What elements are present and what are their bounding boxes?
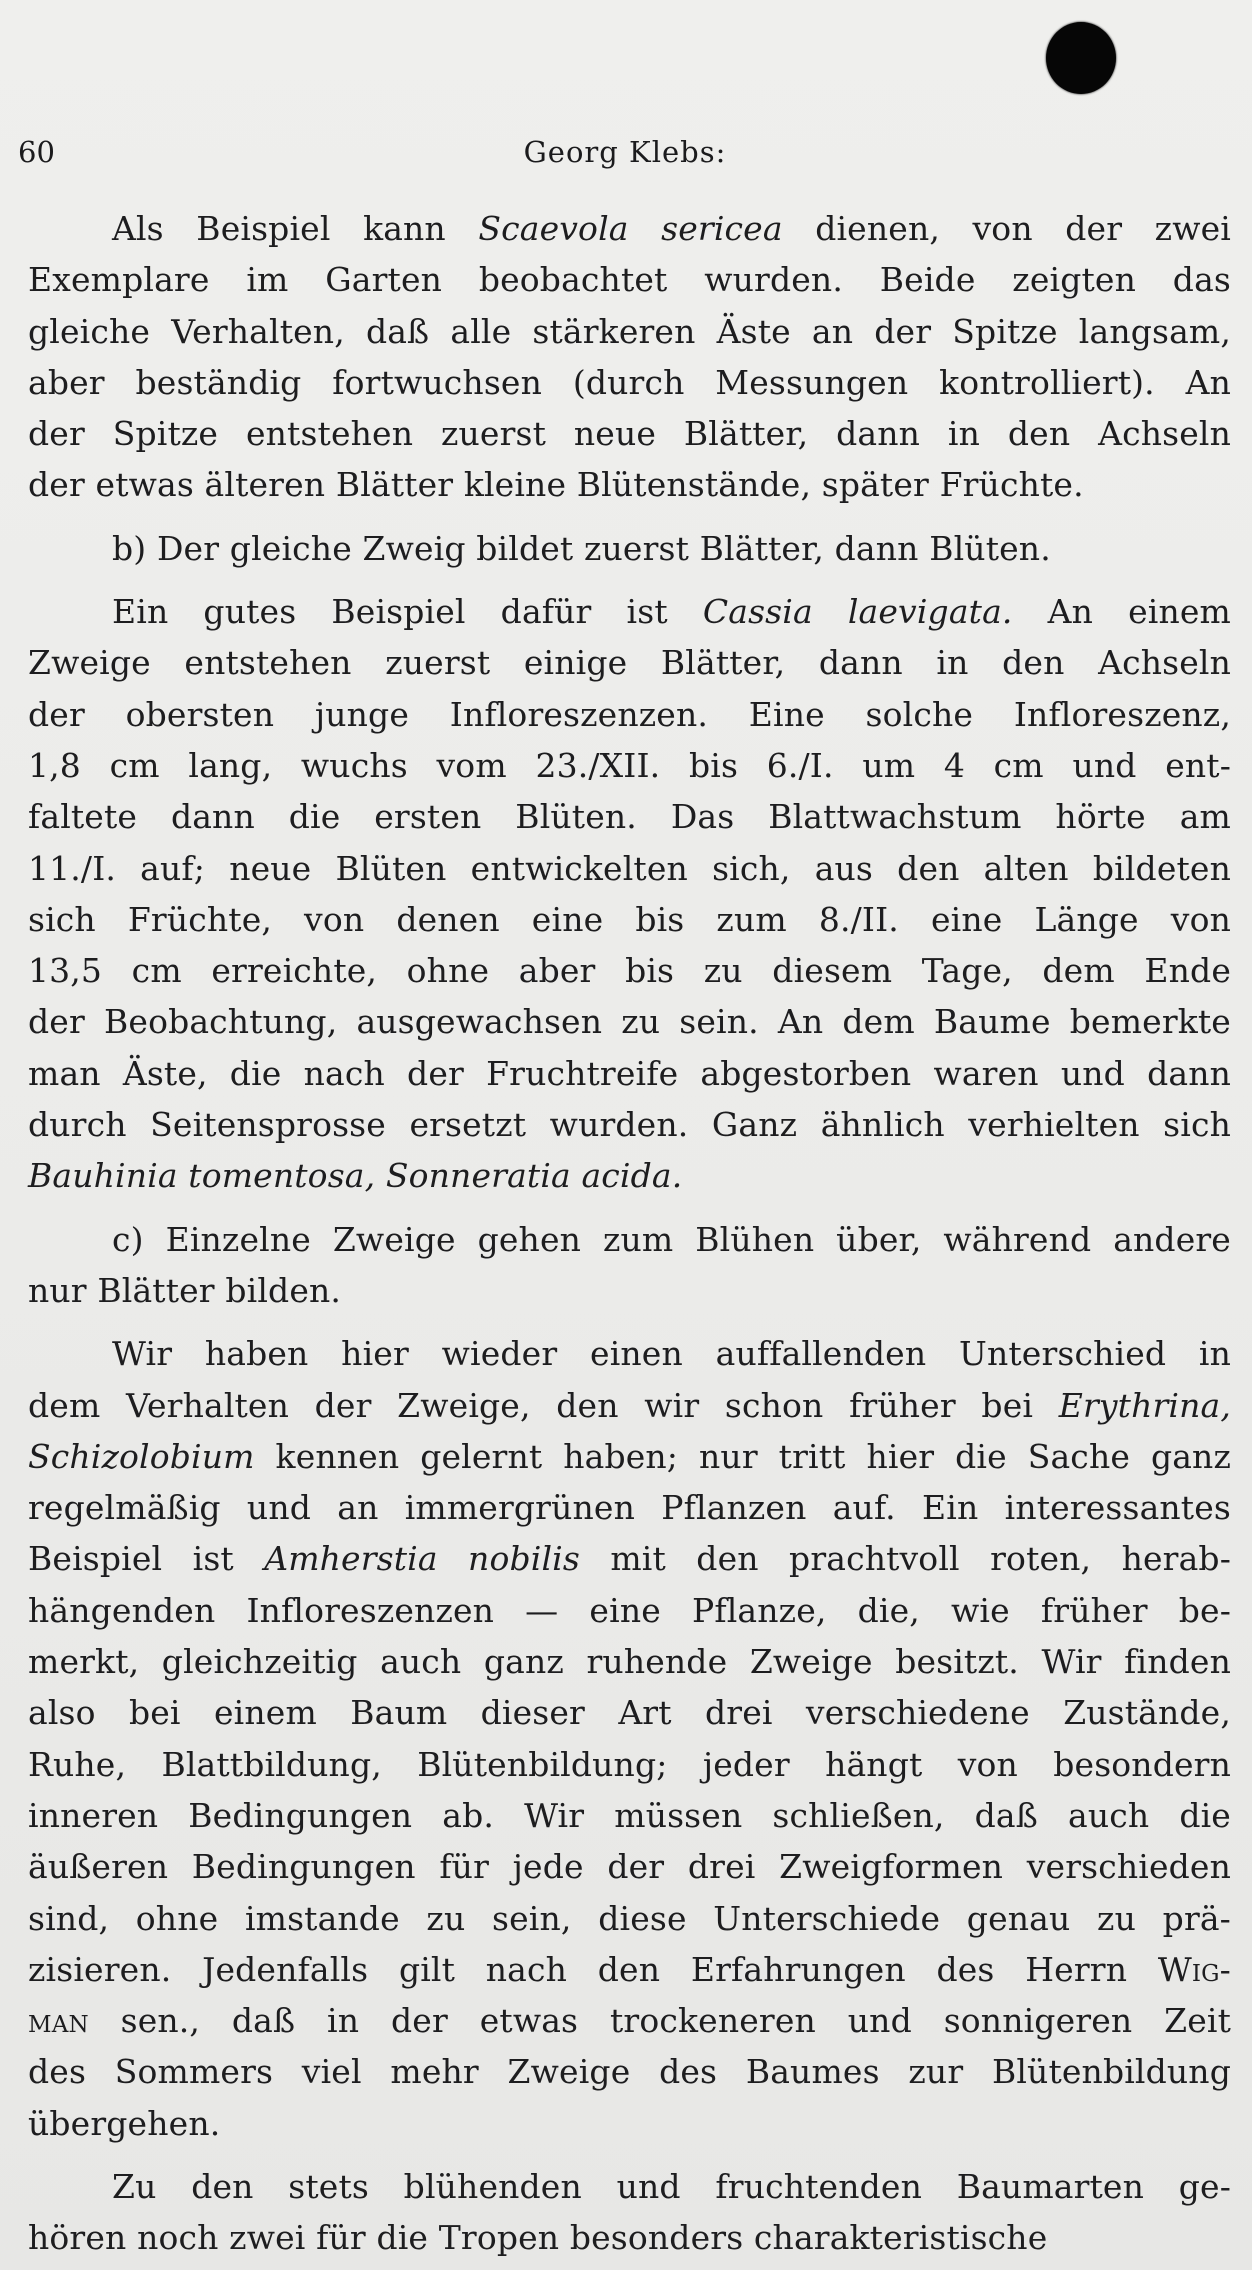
text-line: [28, 2098, 1231, 2149]
text-line: [28, 1431, 1231, 1482]
text-line: [28, 1687, 1231, 1738]
text-run: Ruhe, Blattbildung, Blütenbildung; jeder hängt von besondern: [28, 1744, 1231, 1784]
text-line: [28, 1048, 1231, 1099]
text-line: [28, 1944, 1231, 1995]
italic-text: Cassia laevigata.: [702, 592, 1013, 632]
text-line: [28, 1790, 1231, 1841]
text-run: sich Früchte, von denen eine bis zum 8./II. eine Länge von: [28, 899, 1231, 939]
text-run: zisieren. Jedenfalls gilt nach den Erfahrungen des Herrn: [28, 1949, 1158, 1989]
text-run: 1,8 cm lang, wuchs vom 23./XII. bis 6./I. um 4 cm und ent-: [28, 745, 1231, 785]
text-run: Ein gutes Beispiel dafür ist: [112, 592, 703, 632]
text-line: [28, 740, 1231, 791]
text-line: [28, 586, 1231, 637]
text-run: der etwas älteren Blätter kleine Blütenstände, später Früchte.: [28, 465, 1084, 505]
text-line: [28, 306, 1231, 357]
text-line: [28, 1841, 1231, 1892]
text-run: kennen gelernt haben; nur tritt hier die Sache ganz: [254, 1436, 1231, 1476]
text-line: [28, 791, 1231, 842]
text-line: [28, 843, 1231, 894]
small-caps-text: Wig-: [1157, 1949, 1231, 1989]
paragraph-gap: [28, 1202, 1231, 1214]
text-run: regelmäßig und an immergrünen Pflanzen auf. Ein interessantes: [28, 1488, 1231, 1528]
text-line: [28, 1533, 1231, 1584]
text-line: [28, 2046, 1231, 2097]
body-text: [28, 203, 1231, 2264]
text-line: [28, 459, 1231, 510]
text-line: [28, 203, 1231, 254]
paragraph-gap: [28, 1316, 1231, 1328]
text-line: [28, 408, 1231, 459]
text-run: Beispiel ist: [28, 1539, 265, 1579]
text-line: [28, 254, 1231, 305]
text-run: durch Seitensprosse ersetzt wurden. Ganz ähnlich verhielten sich: [28, 1105, 1231, 1145]
text-line: [28, 1150, 1231, 1201]
text-run: mit den prachtvoll roten, herab-: [579, 1539, 1231, 1579]
text-run: des Sommers viel mehr Zweige des Baumes zur Blütenbildung: [28, 2052, 1231, 2092]
text-line: [28, 996, 1231, 1047]
text-run: Wir haben hier wieder einen auffallenden Unterschied in: [112, 1334, 1231, 1374]
text-run: dienen, von der zwei: [782, 209, 1231, 248]
running-head: Georg Klebs:: [523, 135, 727, 169]
text-run: 11./I. auf; neue Blüten entwickelten sich, aus den alten bildeten: [28, 848, 1231, 888]
text-line: [28, 2161, 1231, 2212]
text-run: 13,5 cm erreichte, ohne aber bis zu diesem Tage, dem Ende: [28, 951, 1231, 991]
text-line: [28, 1636, 1231, 1687]
text-run: gleiche Verhalten, daß alle stärkeren Äste an der Spitze langsam,: [28, 311, 1231, 351]
text-run: sind, ohne imstande zu sein, diese Unterschiede genau zu prä-: [28, 1898, 1231, 1938]
italic-text: Erythrina,: [1058, 1385, 1231, 1425]
text-run: b) Der gleiche Zweig bildet zuerst Blätter, dann Blüten.: [112, 528, 1051, 568]
text-run: Als Beispiel kann: [112, 209, 479, 248]
paragraph-gap: [28, 2149, 1231, 2161]
punch-hole-mark: [1046, 22, 1116, 94]
text-line: [28, 1265, 1231, 1316]
text-line: [28, 523, 1231, 574]
text-line: [28, 637, 1231, 688]
text-run: hängenden Infloreszenzen — eine Pflanze, die, wie früher be-: [28, 1590, 1231, 1630]
text-line: [28, 1214, 1231, 1265]
italic-text: Scaevola sericea: [478, 209, 783, 248]
text-line: [28, 1995, 1231, 2046]
text-run: Zu den stets blühenden und fruchtenden Baumarten ge-: [112, 2166, 1231, 2206]
text-run: übergehen.: [28, 2103, 221, 2143]
paragraph-gap: [28, 511, 1231, 523]
text-line: [28, 1585, 1231, 1636]
text-run: aber beständig fortwuchsen (durch Messungen kontrolliert). An: [28, 362, 1231, 402]
text-run: faltete dann die ersten Blüten. Das Blattwachstum hörte am: [28, 797, 1231, 837]
text-run: inneren Bedingungen ab. Wir müssen schließen, daß auch die: [28, 1795, 1231, 1835]
text-run: Zweige entstehen zuerst einige Blätter, dann in den Achseln: [28, 643, 1231, 683]
text-run: nur Blätter bilden.: [28, 1270, 342, 1310]
text-line: [28, 357, 1231, 408]
text-run: dem Verhalten der Zweige, den wir schon früher bei: [28, 1385, 1059, 1425]
text-line: [28, 1328, 1231, 1379]
text-line: [28, 1893, 1231, 1944]
italic-text: Schizolobium: [28, 1436, 255, 1476]
text-run: man Äste, die nach der Fruchtreife abgestorben waren und dann: [28, 1053, 1231, 1093]
text-line: [28, 945, 1231, 996]
small-caps-text: man: [28, 2001, 89, 2041]
text-line: [28, 1482, 1231, 1533]
text-run: hören noch zwei für die Tropen besonders charakteristische: [28, 2218, 1048, 2258]
text-run: der Spitze entstehen zuerst neue Blätter, dann in den Achseln: [28, 414, 1231, 454]
text-run: der Beobachtung, ausgewachsen zu sein. An dem Baume bemerkte: [28, 1002, 1231, 1042]
italic-text: Amherstia nobilis: [264, 1539, 580, 1579]
text-line: [28, 689, 1231, 740]
text-run: merkt, gleichzeitig auch ganz ruhende Zweige besitzt. Wir finden: [28, 1642, 1231, 1682]
text-run: äußeren Bedingungen für jede der drei Zweigformen verschieden: [28, 1847, 1231, 1887]
text-run: der obersten junge Infloreszenzen. Eine solche Infloreszenz,: [28, 694, 1231, 734]
text-run: sen., daß in der etwas trockeneren und sonnigeren Zeit: [88, 2001, 1231, 2041]
text-run: c) Einzelne Zweige gehen zum Blühen über, während andere: [112, 1219, 1231, 1259]
italic-text: Bauhinia tomentosa, Sonneratia acida.: [28, 1156, 683, 1196]
text-run: An einem: [1012, 592, 1231, 632]
page-number: 60: [18, 135, 55, 169]
paragraph-gap: [28, 574, 1231, 586]
page-header: [18, 132, 1232, 172]
text-line: [28, 1380, 1231, 1431]
text-line: [28, 1739, 1231, 1790]
text-line: [28, 1099, 1231, 1150]
text-run: also bei einem Baum dieser Art drei verschiedene Zustände,: [28, 1693, 1231, 1733]
text-line: [28, 2212, 1231, 2263]
text-run: Exemplare im Garten beobachtet wurden. Beide zeigten das: [28, 260, 1231, 300]
text-line: [28, 894, 1231, 945]
